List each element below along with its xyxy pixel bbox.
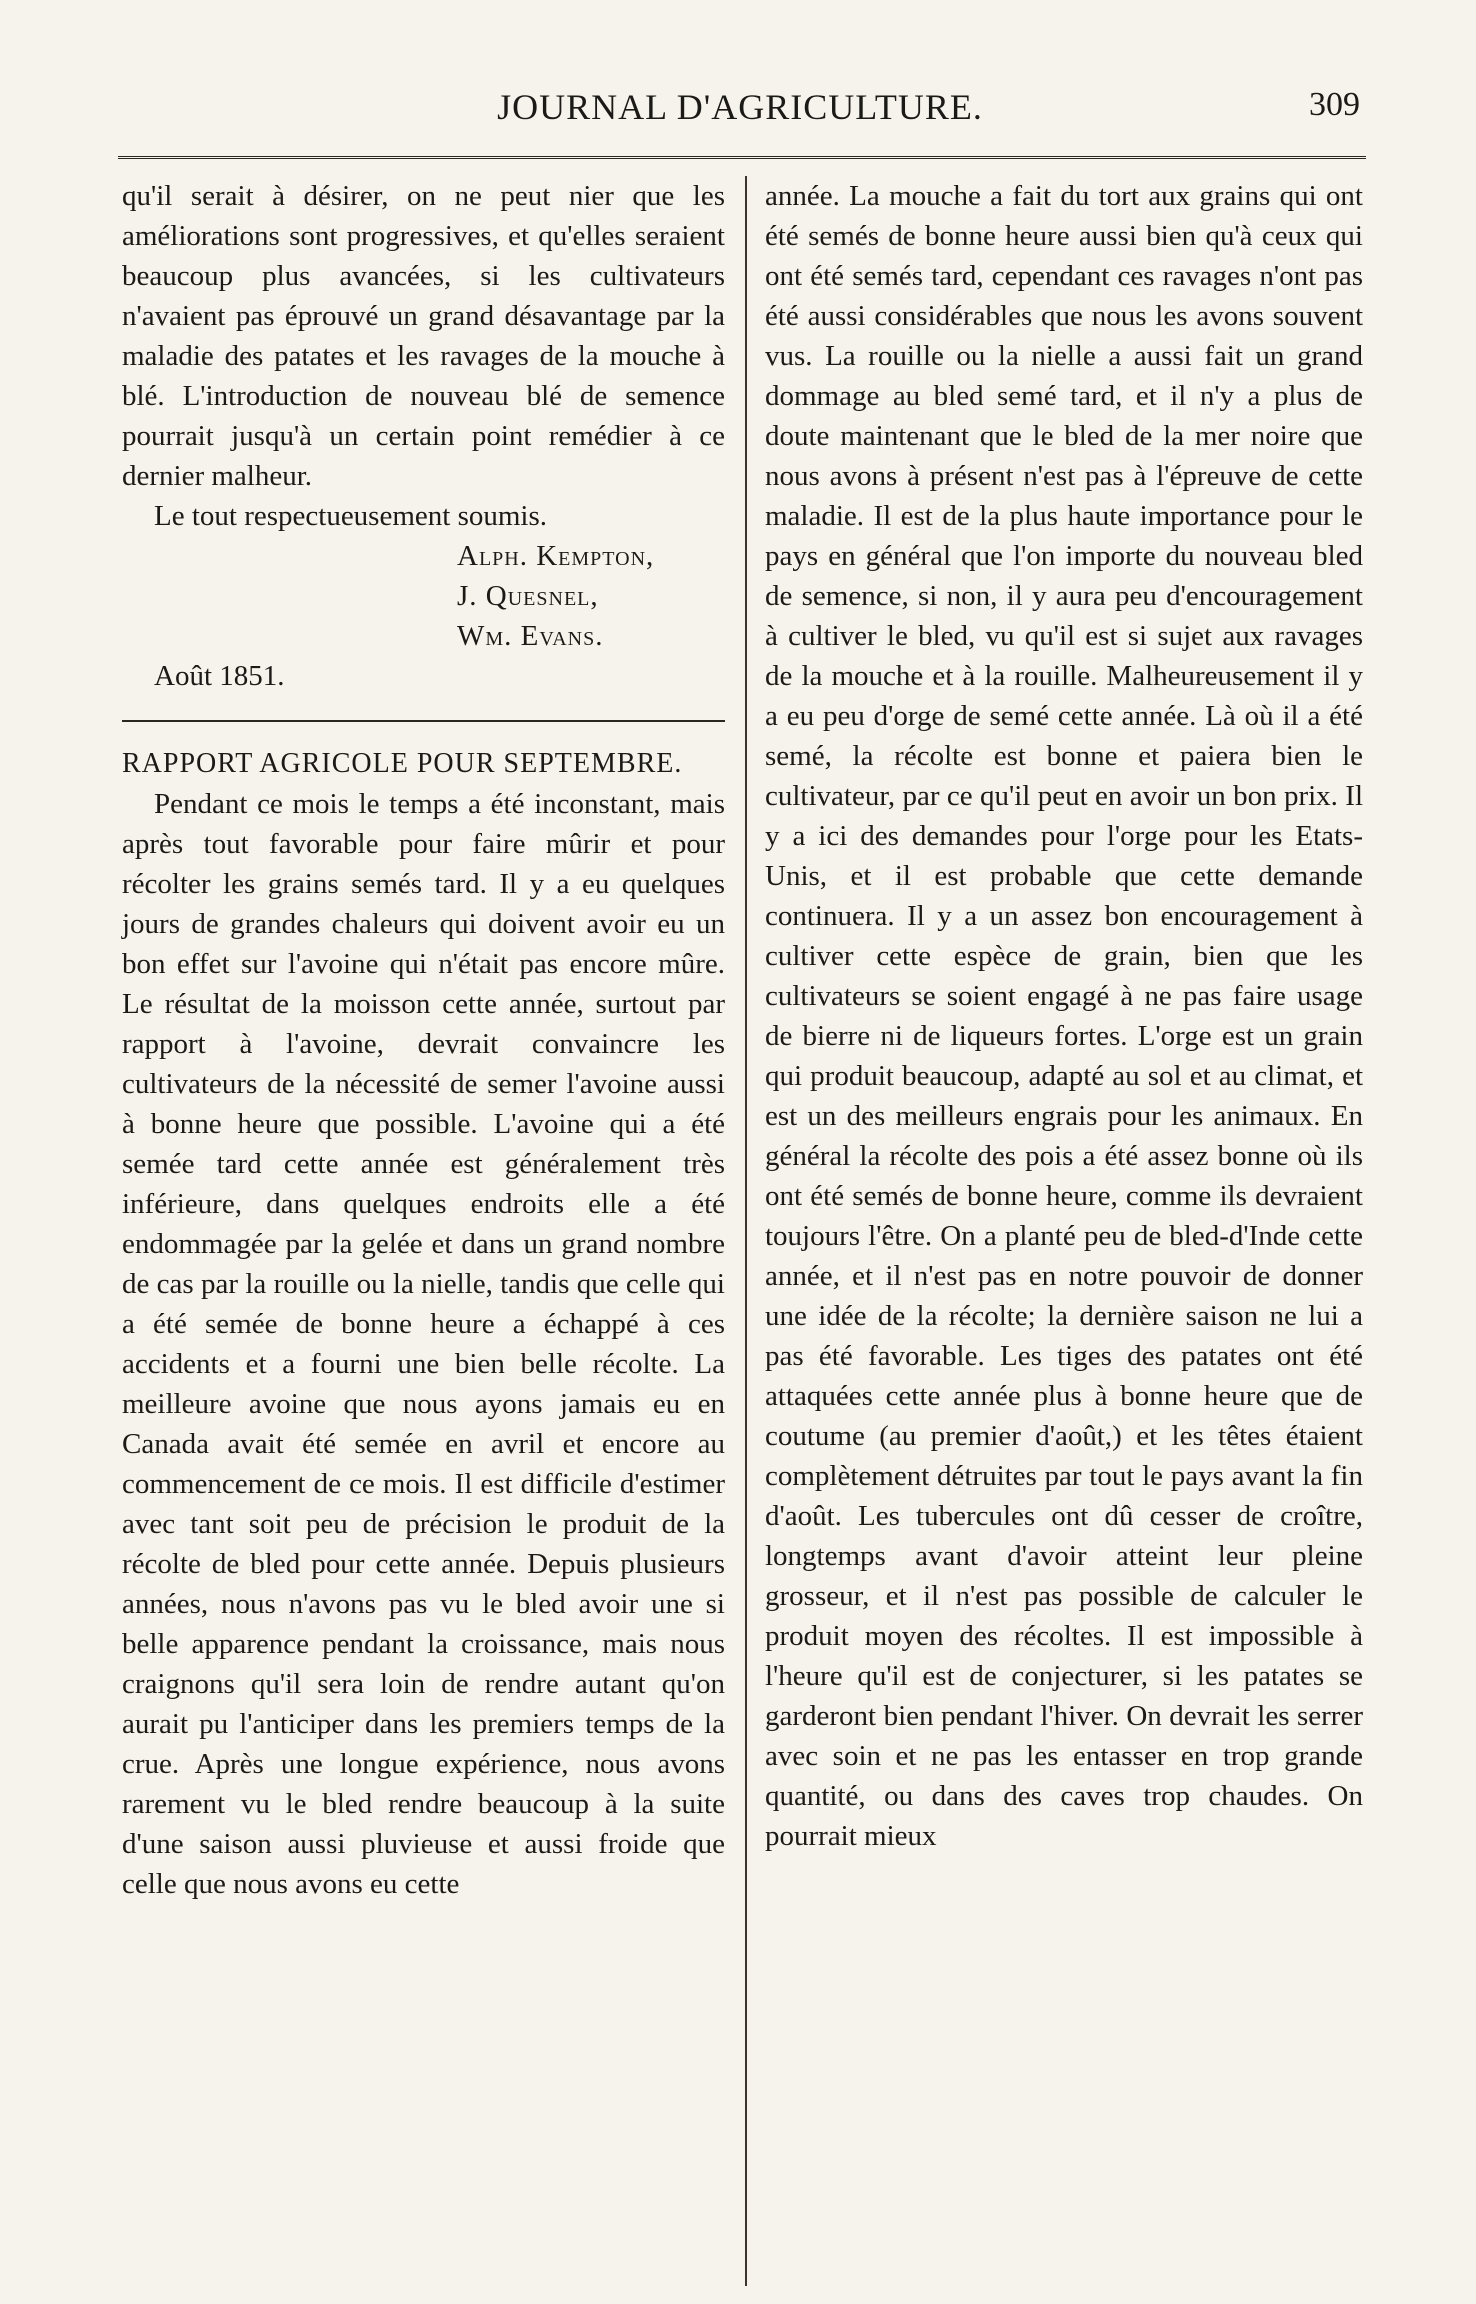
left-column [122,176,725,1904]
signatory-1: Alph. Kempton, [457,540,655,572]
right-column [765,176,1363,1856]
right-column-paragraph: année. La mouche a fait du tort aux grains qui ont été semés de bonne heure aussi bien qu'à ceux qui ont été semés tard, cependant ces ravages n'ont pas été aussi considérables que nous les avons souvent vus. La rouille ou la nielle a aussi fait un grand dommage au bled semé tard, et il n'y a plus de doute maintenant que le bled de la mer noire que nous avons à présent n'est pas à l'épreuve de cette maladie. Il est de la plus haute importance pour le pays en général que l'on importe du nouveau bled de semence, si non, il y aura peu d'encouragement à cultiver le bled, vu qu'il est si sujet aux ravages de la mouche et à la rouille. Malheureusement il y a eu peu d'orge de semé cette année. Là où il a été semé, la récolte est bonne et paiera bien le cultivateur, par ce qu'il peut en avoir un bon prix. Il y a ici des demandes pour l'orge pour les Etats-Unis, et il est probable que cette demande continuera. Il y a un assez bon encouragement à cultiver cette espèce de grain, bien que les cultivateurs se soient engagé à ne pas faire usage de bierre ni de liqueurs fortes. L'orge est un grain qui produit beaucoup, adapté au sol et au climat, et est un des meilleurs engrais pour les animaux. En général la récolte des pois a été assez bonne où ils ont été semés de bonne heure, comme ils devraient toujours l'être. On a planté peu de bled-d'Inde cette année, et il n'est pas en notre pouvoir de donner une idée de la récolte; la dernière saison ne lui a pas été favorable. Les tiges des patates ont été attaquées cette année plus à bonne heure que de coutume (au premier d'août,) et les têtes étaient complètement détruites par tout le pays avant la fin d'août. Les tubercules ont dû cesser de croître, longtemps avant d'avoir atteint leur pleine grosseur, et il n'est pas possible de calculer le produit moyen des récoltes. Il est impossible à l'heure qu'il est de conjecturer, si les patates se garderont bien pendant l'hiver. On devrait les serrer avec soin et ne pas les entasser en trop grande quantité, ou dans des caves trop chaudes. On pourrait mieux [765,180,1363,1852]
signatory-3: Wm. Evans. [457,620,604,652]
column-divider [745,176,747,2286]
report-date: Août 1851. [154,660,285,692]
header-rule [118,156,1366,159]
report-ending-paragraph: qu'il serait à désirer, on ne peut nier que les améliorations sont progressives, et qu'elles seraient beaucoup plus avancées, si les cultivateurs n'avaient pas éprouvé un grand désavantage par la maladie des patates et les ravages de la mouche à blé. L'introduction de nouveau blé de semence pourrait jusqu'à un certain point remédier à ce dernier malheur. [122,180,725,492]
page-header [120,86,1360,146]
september-report-paragraph: Pendant ce mois le temps a été inconstant, mais après tout favorable pour faire mûrir et pour récolter les grains semés tard. Il y a eu quelques jours de grandes chaleurs qui doivent avoir eu un bon effet sur l'avoine qui n'était pas encore mûre. Le résultat de la moisson cette année, surtout par rapport à l'avoine, devrait convaincre les cultivateurs de la nécessité de semer l'avoine aussi à bonne heure que possible. L'avoine qui a été semée tard cette année est généralement très inférieure, dans quelques endroits elle a été endommagée par la gelée et dans un grand nombre de cas par la rouille ou la nielle, tandis que celle qui a été semée de bonne heure a échappé à ces accidents et a fourni une bien belle récolte. La meilleure avoine que nous ayons jamais eu en Canada avait été semée en avril et encore au commencement de ce mois. Il est difficile d'estimer avec tant soit peu de précision le produit de la récolte de bled pour cette année. Depuis plusieurs années, nous n'avons pas vu le bled avoir une si belle apparence pendant la croissance, mais nous craignons qu'il sera loin de rendre autant qu'on aurait pu l'anticiper dans les premiers temps de la crue. Après une longue expérience, nous avons rarement vu le bled rendre beaucoup à la suite d'une saison aussi pluvieuse et aussi froide que celle que nous avons eu cette [122,788,725,1900]
section-title: RAPPORT AGRICOLE POUR SEPTEMBRE. [122,748,683,779]
page-number: 309 [1309,86,1360,123]
closing-formula: Le tout respectueusement soumis. [154,500,548,532]
running-title: JOURNAL D'AGRICULTURE. [497,87,983,127]
section-divider [122,720,725,722]
signatory-2: J. Quesnel, [457,580,599,612]
